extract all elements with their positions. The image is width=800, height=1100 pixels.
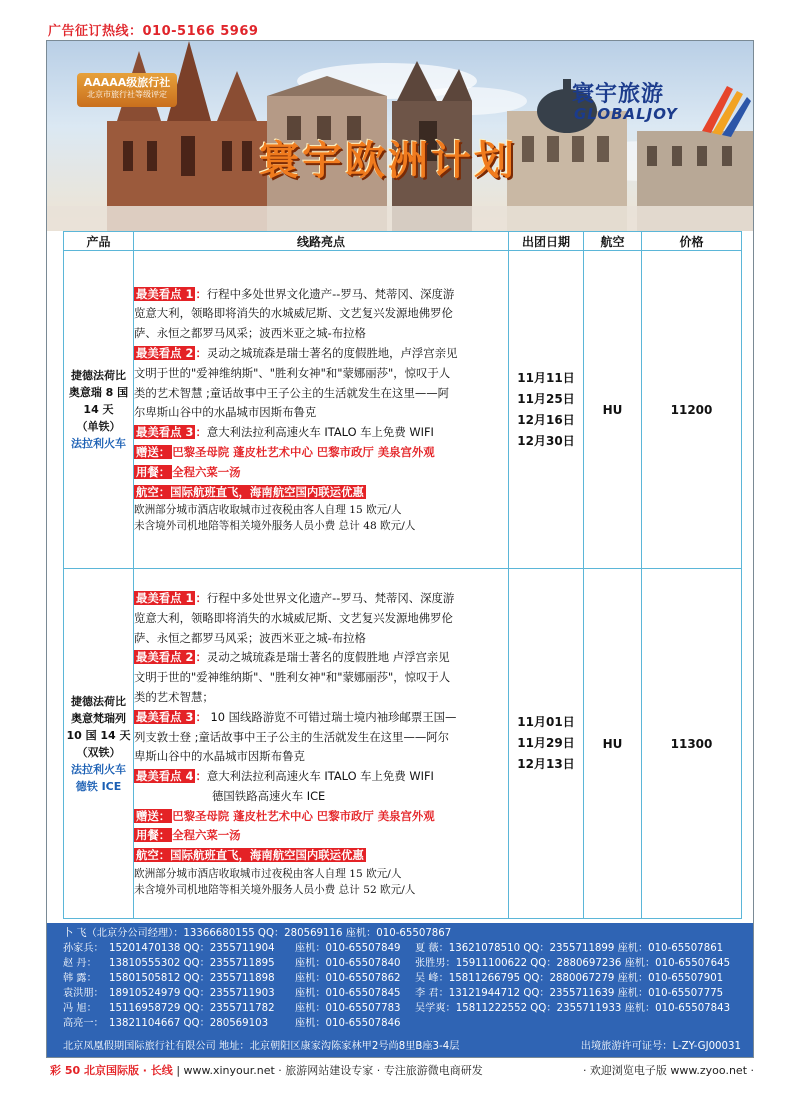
note-line: 未含境外司机地陪等相关境外服务人员小费 总计 52 欧元/人 [134,884,416,897]
contact-row [63,1002,730,1016]
highlight-text: 10 国线路游览不可错过瑞士境内袖珍邮票王国— [206,709,457,724]
contact-row [63,987,723,1001]
meal-label: 用餐： [136,828,171,843]
gift-text: 巴黎圣母院 蓬皮杜艺术中心 巴黎市政厅 美泉宫外观 [172,808,435,823]
gift-text: 巴黎圣母院 蓬皮杜艺术中心 巴黎市政厅 美泉宫外观 [172,444,435,459]
highlight-text: 意大利法拉利高速火车 ITALO 车上免费 WIFI [206,425,434,440]
highlight-sep: ： [195,590,207,605]
product-name: 10 国 14 天 [66,728,131,742]
highlight-tag: 最美看点 3 [136,709,194,724]
highlight-line: 类的艺术智慧； [134,689,214,704]
highlight-line [134,423,508,443]
logo-chinese: 寰宇旅游 [572,82,665,107]
highlights-cell [134,251,509,569]
highlight-line: 德国铁路高速火车 ICE [212,788,326,803]
highlight-text: 行程中多处世界文化遗产--罗马、梵蒂冈、深度游 [206,590,455,605]
departure-date: 12月30日 [517,433,575,448]
contact-row [63,957,730,971]
gift-label: 赠送： [136,808,171,823]
flight-text: 航空：国际航班直飞，海南航空国内联运优惠 [136,848,364,863]
highlight-tag: 最美看点 2 [136,650,194,665]
contact-head: 卜 飞（北京分公司经理）：13366680155 QQ：280569116 座机：010-65507867 [63,928,452,939]
meal-line [134,826,508,846]
product-name: 14 天 [83,403,114,416]
highlight-line: 文明于世的"爱神维纳斯"、"胜利女神"和"蒙娜丽莎"，惊叹于人 [134,365,451,380]
banner-title: 寰宇欧洲计划 [259,138,517,184]
product-name: 捷德法荷比 [71,694,126,708]
contact-right: 李 君：13121944712 QQ：2355711639 座机：010-65507775 [415,988,724,999]
contact-row [63,972,723,986]
contact-name: 韩 露： [63,973,97,984]
product-name: 捷德法荷比 [71,369,126,382]
product-name: 奥意梵瑞列 [71,711,126,725]
meal-label: 用餐： [136,464,171,479]
footer-ebook: · 欢迎浏览电子版 www.zyoo.net · [582,1064,754,1077]
page-frame [46,40,754,1058]
contact-phone: 18910524979 QQ：2355711903 [109,988,275,999]
contact-landline: 座机：010-65507783 [295,1003,401,1014]
contact-phone: 15801505812 QQ：2355711898 [109,973,275,984]
departure-date: 12月13日 [517,757,575,771]
contact-phone: 15201470138 QQ：2355711904 [109,943,275,954]
highlight-line: 文明于世的"爱神维纳斯"、"胜利女神"和"蒙娜丽莎"，惊叹于人 [134,670,451,685]
aaaaa-badge [77,73,177,107]
contact-phone: 13821104667 QQ：280569103 [109,1018,269,1029]
header-dates: 出团日期 [509,232,584,251]
license-number: 出境旅游许可证号：L-ZY-GJ00031 [580,1041,741,1052]
product-name: 奥意瑞 8 国 [68,386,129,399]
departure-date: 11月11日 [517,370,575,385]
highlights-cell [134,569,509,919]
highlight-line: 尔卑斯山谷中的水晶城市因斯布鲁克 [134,405,317,420]
product-cell [64,251,134,569]
contact-right: 夏 薇：13621078510 QQ：2355711899 座机：010-65507861 [415,943,724,954]
highlight-text: 灵动之城琉森是瑞士著名的度假胜地，卢浮宫亲见 [206,346,458,360]
highlight-sep: ： [195,650,207,665]
product-train: 法拉利火车 [71,762,126,776]
contact-panel [47,923,753,1057]
gift-line [134,807,508,827]
contact-phone: 15116958729 QQ：2355711782 [109,1003,275,1014]
contact-landline: 座机：010-65507862 [295,973,401,984]
company-address: 北京凤凰假期国际旅行社有限公司 地址：北京朝阳区康家沟陈家林甲2号尚8里B座3-4层 [63,1041,460,1052]
gift-line [134,443,508,463]
highlight-tag: 最美看点 1 [136,590,194,605]
page-footer [50,1062,754,1080]
highlight-line: 萨、永恒之都罗马风采；波西米亚之城-布拉格 [134,326,366,341]
header-airline: 航空 [584,232,642,251]
badge-rating: AAAAA级旅行社 [83,76,171,89]
contact-name: 袁洪朋： [63,988,104,999]
contact-row [63,1017,411,1031]
departure-date: 12月16日 [517,412,575,427]
price-cell: 11200 [642,251,742,569]
table-row [64,251,742,569]
airline-cell: HU [584,251,642,569]
product-train: 德铁 ICE [75,779,122,793]
hotline: 广告征订热线：010-5166 5969 [48,24,259,39]
contact-name: 冯 旭： [63,1003,97,1014]
departure-date: 11月01日 [517,715,575,729]
note-line: 未含境外司机地陪等相关境外服务人员小费 总计 48 欧元/人 [134,520,416,533]
header-product: 产品 [64,232,134,251]
highlight-line [134,589,508,609]
note-line: 欧洲部分城市酒店收取城市过夜税由客人自理 15 欧元/人 [134,504,402,517]
product-train: 法拉利火车 [71,437,126,450]
highlight-line [134,344,508,364]
product-cell [64,569,134,919]
highlight-tag: 最美看点 3 [136,425,194,440]
globaljoy-logo [572,77,732,125]
logo-english: GLOBALJOY [574,105,678,123]
header-price: 价格 [642,232,742,251]
gift-label: 赠送： [136,444,171,459]
table-header-row [64,232,742,251]
highlight-line [134,648,508,668]
highlight-line [134,767,508,787]
highlight-sep: ： [195,769,207,784]
tour-table [63,231,742,919]
price-cell: 11300 [642,569,742,919]
contact-landline: 座机：010-65507846 [295,1018,401,1029]
highlight-line [134,285,508,305]
highlight-line: 萨、永恒之都罗马风采；波西米亚之城-布拉格 [134,630,366,645]
highlight-tag: 最美看点 2 [136,346,194,360]
highlight-line: 卑斯山谷中的水晶城市因斯布鲁克 [134,749,305,764]
note-line: 欧洲部分城市酒店收取城市过夜税由客人自理 15 欧元/人 [134,868,402,881]
highlight-text: 行程中多处世界文化遗产--罗马、梵蒂冈、深度游 [206,286,455,301]
highlight-line [134,708,508,728]
highlight-line: 览意大利，领略即将消失的水城威尼斯、文艺复兴发源地佛罗伦 [134,306,453,321]
meal-text: 全程六菜一汤 [172,828,241,843]
departure-date: 11月29日 [517,736,575,750]
contact-phone: 13810555302 QQ：2355711895 [109,958,275,969]
highlight-text: 灵动之城琉森是瑞士著名的度假胜地 卢浮宫亲见 [206,650,450,665]
contact-right: 吴 峰：15811266795 QQ：2880067279 座机：010-65507901 [415,973,724,984]
badge-subtitle: 北京市旅行社等级评定 [87,90,167,99]
airline-cell: HU [584,569,642,919]
product-name: （单铁） [76,420,121,433]
banner [47,41,753,231]
header-highlights: 线路亮点 [134,232,509,251]
contact-right: 吴学爽：15811222552 QQ：2355711933 座机：010-65507843 [415,1003,731,1014]
highlight-line: 览意大利，领略即将消失的水城威尼斯、文艺复兴发源地佛罗伦 [134,610,453,625]
contact-landline: 座机：010-65507845 [295,988,401,999]
contact-landline: 座机：010-65507849 [295,943,401,954]
table-row [64,569,742,919]
flight-line [134,846,508,866]
contact-name: 孙家兵： [63,943,104,954]
highlight-text: 意大利法拉利高速火车 ITALO 车上免费 WIFI [206,769,434,784]
flight-text: 航空：国际航班直飞，海南航空国内联运优惠 [136,484,364,499]
highlight-tag: 最美看点 4 [136,769,194,784]
meal-line [134,463,508,483]
product-name: （双铁） [76,745,121,759]
highlight-sep: ： [195,709,207,724]
highlight-sep: ： [195,286,207,301]
highlight-sep: ： [195,346,207,360]
highlight-line: 类的艺术智慧 ;童话故事中王子公主的生活就发生在这里——阿 [134,385,450,400]
contact-landline: 座机：010-65507840 [295,958,401,969]
meal-text: 全程六菜一汤 [172,464,241,479]
highlight-sep: ： [195,425,207,440]
flight-line [134,483,508,503]
footer-website: | www.xinyour.net · 旅游网站建设专家 · 专注旅游微电商研发 [176,1064,483,1077]
departure-date: 11月25日 [517,391,575,406]
dates-cell [509,251,584,569]
contact-name: 高亮一： [63,1018,104,1029]
highlight-tag: 最美看点 1 [136,286,194,301]
page-number: 彩 50 北京国际版 · 长线 [50,1064,173,1077]
highlight-line: 列支敦士登 ;童话故事中王子公主的生活就发生在这里——阿尔 [134,729,450,744]
dates-cell [509,569,584,919]
contact-name: 赵 丹： [63,958,97,969]
contact-right: 张胜男：15911100622 QQ：2880697236 座机：010-65507645 [415,958,731,969]
contact-row [63,942,723,956]
